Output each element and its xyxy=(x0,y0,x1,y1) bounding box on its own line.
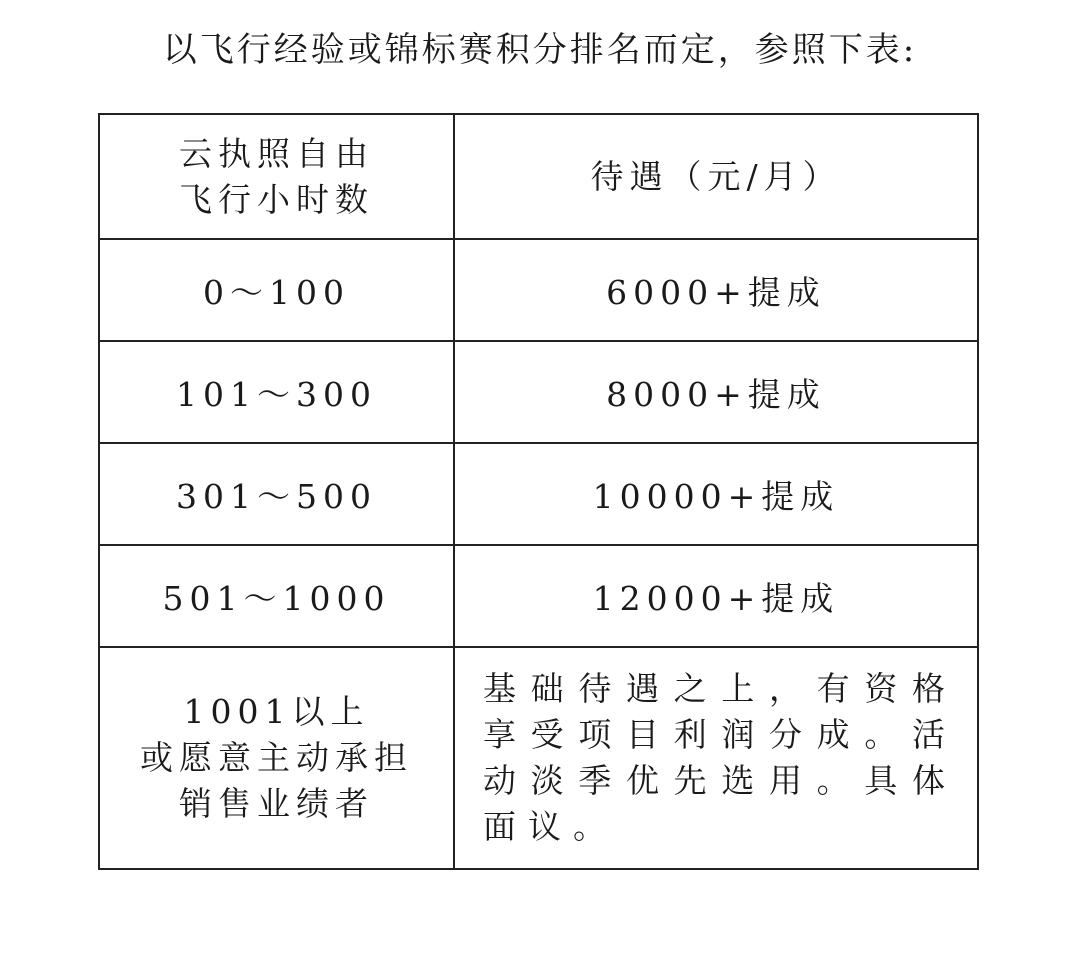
table-row-last xyxy=(99,647,978,869)
intro-text: 以飞行经验或锦标赛积分排名而定，参照下表: xyxy=(162,30,918,70)
hours-cell-last xyxy=(99,647,454,869)
hours-cell: 301～500 xyxy=(99,443,454,545)
pay-cell: 8000+提成 xyxy=(454,341,978,443)
table-header-row xyxy=(99,114,978,239)
last-line3: 销售业绩者 xyxy=(179,784,374,823)
table-row xyxy=(99,545,978,647)
last-line1: 1001以上 xyxy=(183,692,370,731)
hours-cell: 0～100 xyxy=(99,239,454,341)
last-line2: 或愿意主动承担 xyxy=(140,738,413,777)
table-row xyxy=(99,341,978,443)
pay-cell: 12000+提成 xyxy=(454,545,978,647)
table-row xyxy=(99,443,978,545)
header-hours xyxy=(99,114,454,239)
header-hours-line2: 飞行小时数 xyxy=(179,179,374,219)
header-hours-line1: 云执照自由 xyxy=(179,133,374,173)
pay-table xyxy=(98,113,979,870)
pay-note-cell: 基础待遇之上，有资格享受项目利润分成。活动淡季优先选用。具体面议。 xyxy=(454,647,978,869)
pay-cell: 10000+提成 xyxy=(454,443,978,545)
hours-cell: 101～300 xyxy=(99,341,454,443)
header-pay: 待遇（元/月） xyxy=(454,114,978,239)
table-row xyxy=(99,239,978,341)
pay-cell: 6000+提成 xyxy=(454,239,978,341)
hours-cell: 501～1000 xyxy=(99,545,454,647)
